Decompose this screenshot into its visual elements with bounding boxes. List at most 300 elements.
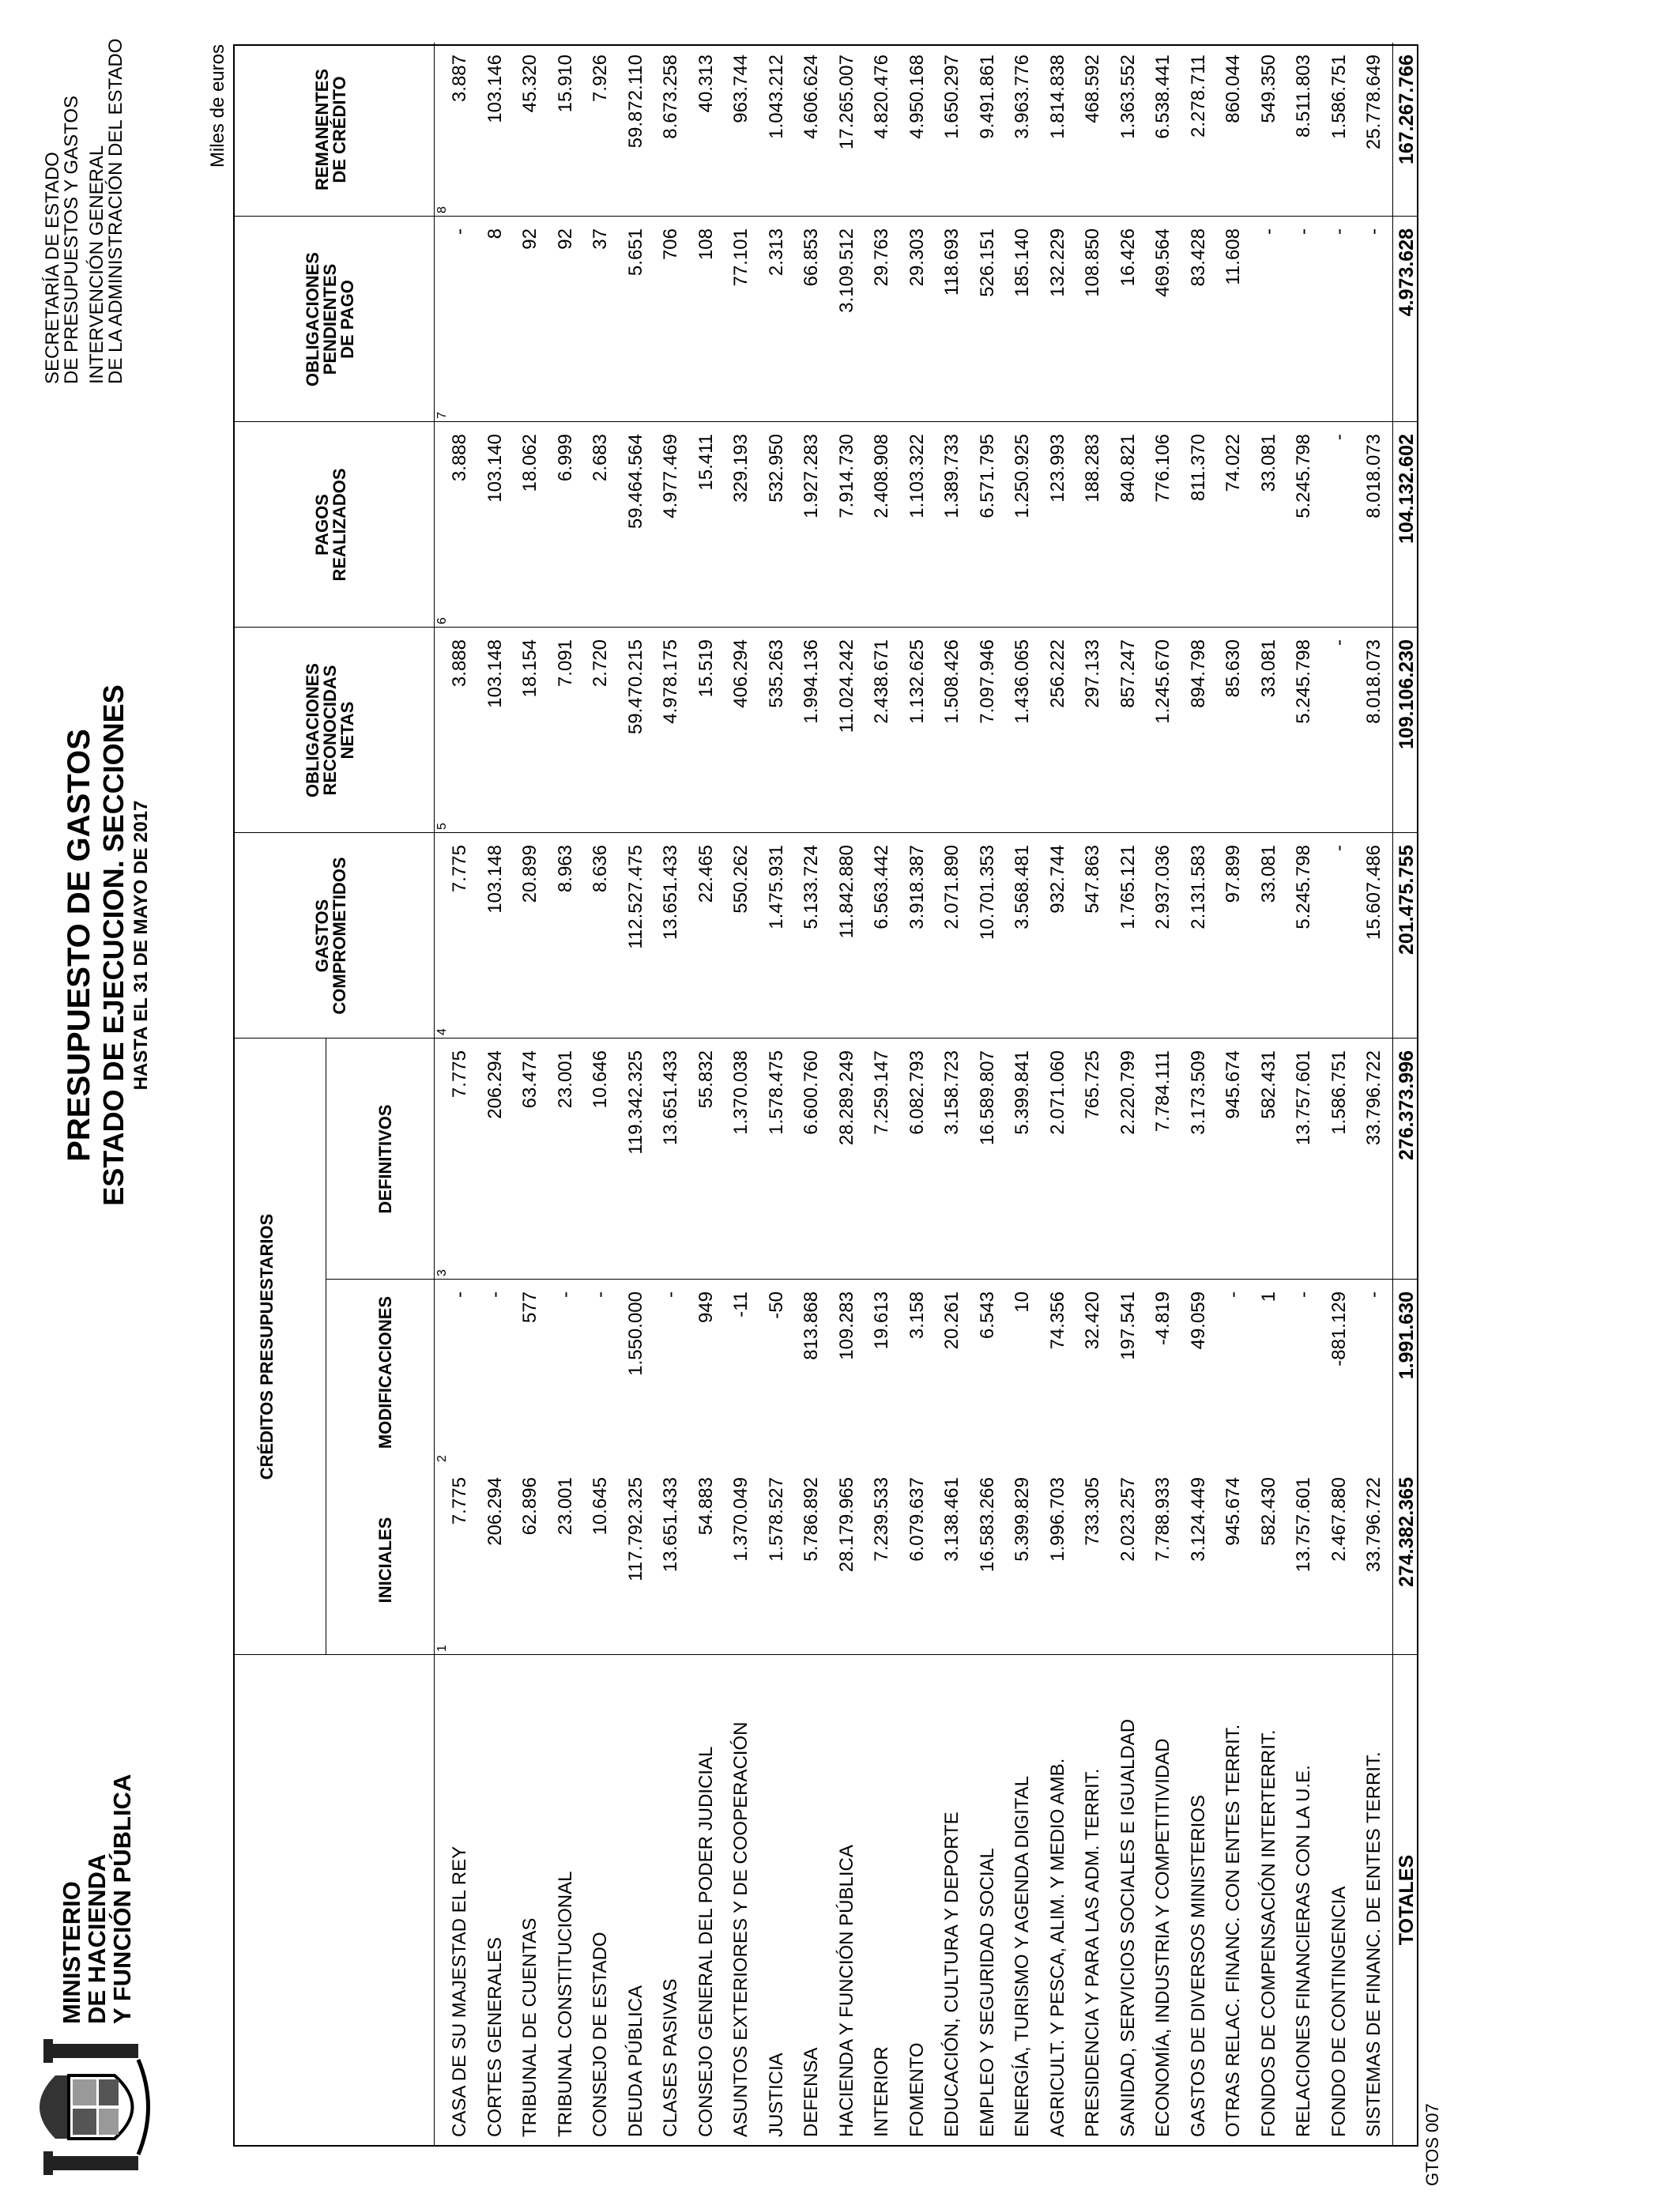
cell-pendientes: 3.109.512	[835, 228, 857, 313]
cell-remanentes: 3.887	[449, 55, 470, 103]
row-label: TRIBUNAL DE CUENTAS	[519, 1917, 541, 2137]
cell-remanentes: 103.146	[484, 55, 506, 123]
cell-remanentes: 963.744	[730, 55, 751, 123]
cell-remanentes: 15.910	[554, 55, 576, 113]
cell-obligaciones: 85.630	[1222, 639, 1244, 698]
ministry-line-2: DE HACIENDA	[83, 1853, 111, 2024]
cell-remanentes: 7.926	[590, 55, 611, 103]
cell-pagos: 5.245.798	[1293, 434, 1314, 518]
table-row	[793, 43, 829, 2145]
coat-of-arms-icon	[20, 2036, 158, 2178]
row-label: FONDOS DE COMPENSACIÓN INTERTERRIT.	[1257, 1729, 1279, 2137]
cell-comprometidos: 5.245.798	[1293, 845, 1314, 929]
header-modificaciones: MODIFICACIONES	[375, 1295, 395, 1449]
cell-definitivos: 55.832	[695, 1050, 717, 1109]
row-label: INTERIOR	[871, 2046, 892, 2137]
cell-pendientes: 92	[554, 228, 576, 250]
table-row	[899, 43, 935, 2145]
table-row	[759, 43, 794, 2145]
cell-pendientes: 469.564	[1152, 228, 1173, 297]
cell-iniciales: 1.996.703	[1046, 1477, 1068, 1562]
table-row	[1251, 43, 1286, 2145]
cell-modificaciones: 10	[1011, 1291, 1033, 1313]
row-label: AGRICULT. Y PESCA, ALIM. Y MEDIO AMB.	[1046, 1758, 1068, 2137]
cell-pendientes: 16.426	[1117, 228, 1139, 287]
total-iniciales: 274.382.365	[1396, 1477, 1418, 1588]
cell-modificaciones: -	[590, 1291, 611, 1298]
title-line-1: PRESUPUESTO DE GASTOS	[62, 729, 96, 1162]
table-row	[723, 43, 759, 2145]
cell-comprometidos: 33.081	[1257, 845, 1279, 903]
table-row	[1286, 43, 1321, 2145]
cell-definitivos: 63.474	[519, 1050, 541, 1109]
cell-pagos: 123.993	[1046, 434, 1068, 503]
cell-pagos: 4.977.469	[660, 434, 681, 518]
cell-definitivos: 945.674	[1222, 1050, 1244, 1119]
cell-pagos: 103.140	[484, 434, 506, 503]
cell-pagos: 1.927.283	[800, 434, 822, 518]
cell-pendientes: -	[449, 228, 470, 235]
cell-definitivos: 7.784.111	[1152, 1050, 1173, 1133]
cell-comprometidos: 13.651.433	[660, 845, 681, 941]
table-row	[442, 43, 477, 2145]
cell-remanentes: 4.606.624	[800, 55, 822, 139]
row-label: ENERGÍA, TURISMO Y AGENDA DIGITAL	[1011, 1775, 1033, 2137]
cell-iniciales: 1.578.527	[765, 1477, 787, 1562]
cell-comprometidos: 550.262	[730, 845, 751, 914]
header-remanentes: REMANENTES DE CRÉDITO	[312, 69, 349, 191]
cell-pagos: -	[1328, 434, 1350, 440]
cell-comprometidos: 1.765.121	[1117, 845, 1139, 929]
cell-pagos: 776.106	[1152, 434, 1173, 503]
cell-pagos: 33.081	[1257, 434, 1279, 492]
cell-obligaciones: 894.798	[1187, 639, 1209, 708]
cell-definitivos: 16.589.807	[976, 1050, 998, 1146]
cell-iniciales: 1.370.049	[730, 1477, 751, 1562]
column-number: 3	[435, 1269, 449, 1276]
table-row	[548, 43, 583, 2145]
cell-pagos: 8.018.073	[1363, 434, 1384, 518]
cell-modificaciones: 813.868	[800, 1291, 822, 1360]
cell-obligaciones: 1.436.065	[1011, 639, 1033, 724]
cell-pagos: 1.389.733	[941, 434, 962, 518]
unit-note: Miles de euros	[207, 44, 228, 168]
cell-remanentes: 25.778.649	[1363, 55, 1384, 150]
column-number: 7	[435, 412, 449, 419]
cell-modificaciones: -	[554, 1291, 576, 1298]
cell-iniciales: 13.757.601	[1293, 1477, 1314, 1573]
cell-comprometidos: 7.775	[449, 845, 470, 893]
cell-iniciales: 10.645	[590, 1477, 611, 1536]
cell-modificaciones: 32.420	[1082, 1291, 1103, 1350]
cell-modificaciones: -	[484, 1291, 506, 1298]
cell-obligaciones: 1.508.426	[941, 639, 962, 724]
total-comprometidos: 201.475.755	[1396, 845, 1418, 956]
cell-modificaciones: 1.550.000	[624, 1291, 646, 1376]
totals-row	[1393, 43, 1420, 2145]
cell-obligaciones: 1.994.136	[800, 639, 822, 724]
cell-modificaciones: 577	[519, 1291, 541, 1324]
total-obligaciones: 109.106.230	[1396, 639, 1418, 750]
row-label: HACIENDA Y FUNCIÓN PÚBLICA	[835, 1845, 857, 2137]
cell-comprometidos: 2.131.583	[1187, 845, 1209, 929]
table-row	[688, 43, 724, 2145]
cell-modificaciones: -4.819	[1152, 1291, 1173, 1346]
column-number: 5	[435, 823, 449, 830]
row-label: FOMENTO	[906, 2042, 928, 2137]
cell-definitivos: 7.259.147	[871, 1050, 892, 1135]
cell-definitivos: 13.651.433	[660, 1050, 681, 1146]
cell-pagos: 6.571.795	[976, 434, 998, 518]
cell-comprometidos: 112.527.475	[624, 845, 646, 949]
cell-pendientes: 37	[590, 228, 611, 250]
cell-obligaciones: 7.097.946	[976, 639, 998, 724]
cell-definitivos: 6.082.793	[906, 1050, 928, 1135]
header-obligaciones-pendientes: OBLIGACIONES PENDIENTES DE PAGO	[303, 252, 357, 386]
row-label: CORTES GENERALES	[484, 1937, 506, 2137]
cell-definitivos: 6.600.760	[800, 1050, 822, 1135]
cell-comprometidos: -	[1328, 845, 1350, 851]
cell-comprometidos: 22.465	[695, 845, 717, 903]
cell-remanentes: 45.320	[519, 55, 541, 113]
cell-obligaciones: 297.133	[1082, 639, 1103, 708]
row-label: GASTOS DE DIVERSOS MINISTERIOS	[1187, 1795, 1209, 2137]
cell-obligaciones: 2.720	[590, 639, 611, 688]
cell-pagos: 18.062	[519, 434, 541, 492]
cell-pendientes: 108	[695, 228, 717, 261]
cell-iniciales: 33.796.722	[1363, 1477, 1384, 1573]
cell-pendientes: 66.853	[800, 228, 822, 287]
cell-definitivos: 10.646	[590, 1050, 611, 1109]
cell-iniciales: 54.883	[695, 1477, 717, 1536]
cell-iniciales: 2.023.257	[1117, 1477, 1139, 1562]
row-label: SISTEMAS DE FINANC. DE ENTES TERRIT.	[1363, 1751, 1384, 2137]
cell-comprometidos: 6.563.442	[871, 845, 892, 929]
cell-remanentes: 8.511.803	[1293, 55, 1314, 138]
row-label: EMPLEO Y SEGURIDAD SOCIAL	[976, 1848, 998, 2137]
cell-pendientes: 83.428	[1187, 228, 1209, 287]
cell-remanentes: 1.650.297	[941, 55, 962, 139]
cell-obligaciones: 3.888	[449, 639, 470, 688]
table-row	[653, 43, 688, 2145]
table-row	[1110, 43, 1146, 2145]
cell-pendientes: 77.101	[730, 228, 751, 287]
cell-remanentes: 1.814.838	[1046, 55, 1068, 139]
row-label: RELACIONES FINANCIERAS CON LA U.E.	[1293, 1765, 1314, 2137]
cell-comprometidos: 3.918.387	[906, 845, 928, 929]
cell-comprometidos: 2.071.890	[941, 845, 962, 929]
cell-remanentes: 59.872.110	[624, 55, 646, 149]
cell-obligaciones: -	[1328, 639, 1350, 646]
header-iniciales: INICIALES	[375, 1517, 395, 1604]
cell-definitivos: 5.399.841	[1011, 1050, 1033, 1135]
cell-pagos: 7.914.730	[835, 434, 857, 518]
total-modificaciones: 1.991.630	[1396, 1291, 1418, 1380]
table-row	[512, 43, 548, 2145]
ministry-line-1: MINISTERIO	[58, 1881, 85, 2024]
cell-definitivos: 206.294	[484, 1050, 506, 1119]
cell-comprometidos: 10.701.353	[976, 845, 998, 941]
row-label: CLASES PASIVAS	[660, 1978, 681, 2137]
cell-iniciales: 6.079.637	[906, 1477, 928, 1562]
cell-iniciales: 16.583.266	[976, 1477, 998, 1573]
total-pendientes: 4.973.628	[1396, 228, 1418, 317]
cell-pagos: 2.683	[590, 434, 611, 482]
cell-pendientes: 108.850	[1082, 228, 1103, 297]
table-row	[582, 43, 618, 2145]
cell-iniciales: 62.896	[519, 1477, 541, 1536]
cell-comprometidos: 5.133.724	[800, 845, 822, 929]
cell-definitivos: 3.158.723	[941, 1050, 962, 1135]
cell-pagos: 59.464.564	[624, 434, 646, 530]
cell-iniciales: 7.775	[449, 1477, 470, 1525]
row-label: DEUDA PÚBLICA	[624, 1985, 646, 2137]
cell-iniciales: 733.305	[1082, 1477, 1103, 1546]
title-line-2: ESTADO DE EJECUCION. SECCIONES	[97, 684, 130, 1206]
row-label: CONSEJO GENERAL DEL PODER JUDICIAL	[695, 1746, 717, 2137]
cell-comprometidos: 547.863	[1082, 845, 1103, 914]
cell-pendientes: 11.608	[1222, 228, 1244, 285]
cell-iniciales: 7.239.533	[871, 1477, 892, 1562]
table-row	[934, 43, 970, 2145]
cell-pendientes: -	[1293, 228, 1314, 235]
ministry-name	[59, 1774, 135, 2024]
issuer-block	[43, 39, 126, 384]
cell-iniciales: 5.399.829	[1011, 1477, 1033, 1562]
cell-remanentes: 1.043.212	[765, 55, 787, 139]
cell-iniciales: 28.179.965	[835, 1477, 857, 1573]
table-row	[1004, 43, 1040, 2145]
cell-definitivos: 3.173.509	[1187, 1050, 1209, 1135]
cell-modificaciones: -	[449, 1291, 470, 1298]
cell-definitivos: 765.725	[1082, 1050, 1103, 1119]
cell-definitivos: 1.586.751	[1328, 1050, 1350, 1135]
cell-obligaciones: 18.154	[519, 639, 541, 698]
secretariat-line-2: DE PRESUPUESTOS Y GASTOS	[61, 95, 82, 384]
cell-obligaciones: 535.263	[765, 639, 787, 708]
cell-remanentes: 1.586.751	[1328, 55, 1350, 139]
cell-obligaciones: 103.148	[484, 639, 506, 708]
cell-iniciales: 206.294	[484, 1477, 506, 1546]
cell-iniciales: 13.651.433	[660, 1477, 681, 1573]
cell-definitivos: 582.431	[1257, 1050, 1279, 1119]
header-pagos-realizados: PAGOS REALIZADOS	[312, 468, 349, 582]
table-row	[1145, 43, 1181, 2145]
row-label: SANIDAD, SERVICIOS SOCIALES E IGUALDAD	[1117, 1718, 1139, 2137]
cell-pagos: 3.888	[449, 434, 470, 482]
row-label: PRESIDENCIA Y PARA LAS ADM. TERRIT.	[1082, 1768, 1103, 2137]
row-label: ASUNTOS EXTERIORES Y DE COOPERACIÓN	[730, 1721, 751, 2137]
cell-obligaciones: 1.132.625	[906, 639, 928, 724]
row-label: OTRAS RELAC. FINANC. CON ENTES TERRIT.	[1222, 1724, 1244, 2137]
table-row	[1215, 43, 1251, 2145]
cell-obligaciones: 11.024.242	[835, 639, 857, 733]
cell-iniciales: 945.674	[1222, 1477, 1244, 1546]
column-number: 1	[435, 1645, 449, 1652]
cell-iniciales: 3.138.461	[941, 1477, 962, 1562]
cell-modificaciones: -	[1363, 1291, 1384, 1298]
cell-modificaciones: 20.261	[941, 1291, 962, 1350]
table-row	[1075, 43, 1110, 2145]
cell-pendientes: 2.313	[765, 228, 787, 277]
total-remanentes: 167.267.766	[1396, 55, 1418, 165]
total-definitivos: 276.373.996	[1396, 1050, 1418, 1161]
cell-modificaciones: 949	[695, 1291, 717, 1324]
table-row	[864, 43, 899, 2145]
table-row	[618, 43, 654, 2145]
cell-remanentes: 860.044	[1222, 55, 1244, 123]
cell-pendientes: 92	[519, 228, 541, 250]
cell-iniciales: 23.001	[554, 1477, 576, 1536]
cell-remanentes: 549.350	[1257, 55, 1279, 123]
table-row	[477, 43, 513, 2145]
cell-obligaciones: 406.294	[730, 639, 751, 708]
cell-obligaciones: 857.247	[1117, 639, 1139, 708]
cell-obligaciones: 59.470.215	[624, 639, 646, 735]
cell-remanentes: 468.592	[1082, 55, 1103, 123]
cell-definitivos: 119.342.325	[624, 1050, 646, 1155]
cell-modificaciones: 74.356	[1046, 1291, 1068, 1350]
cell-modificaciones: -11	[730, 1291, 751, 1318]
column-number: 2	[435, 1455, 449, 1462]
cell-comprometidos: 20.899	[519, 845, 541, 903]
cell-comprometidos: 8.636	[590, 845, 611, 893]
cell-pendientes: -	[1328, 228, 1350, 235]
cell-remanentes: 9.491.861	[976, 55, 998, 139]
cell-comprometidos: 932.744	[1046, 845, 1068, 914]
cell-obligaciones: 2.438.671	[871, 639, 892, 724]
cell-remanentes: 8.673.258	[660, 55, 681, 139]
cell-pendientes: 29.763	[871, 228, 892, 287]
cell-definitivos: 2.071.060	[1046, 1050, 1068, 1135]
header-obligaciones-reconocidas: OBLIGACIONES RECONOCIDAS NETAS	[303, 663, 357, 797]
cell-definitivos: 2.220.799	[1117, 1050, 1139, 1135]
cell-modificaciones: 3.158	[906, 1291, 928, 1340]
cell-pagos: 811.370	[1187, 434, 1209, 501]
ministry-line-3: Y FUNCIÓN PÚBLICA	[108, 1774, 136, 2024]
cell-remanentes: 40.313	[695, 55, 717, 113]
cell-modificaciones: 109.283	[835, 1291, 857, 1360]
cell-remanentes: 2.278.711	[1187, 55, 1209, 138]
cell-iniciales: 117.792.325	[624, 1477, 646, 1581]
table-row	[829, 43, 864, 2145]
cell-modificaciones: 6.543	[976, 1291, 998, 1340]
cell-modificaciones: -881.129	[1328, 1291, 1350, 1367]
cell-modificaciones: -50	[765, 1291, 787, 1319]
row-label: JUSTICIA	[765, 2053, 787, 2137]
header-creditos-presupuestarios: CRÉDITOS PRESUPUESTARIOS	[257, 1213, 277, 1480]
table-row	[970, 43, 1005, 2145]
cell-pendientes: 5.651	[624, 228, 646, 277]
cell-comprometidos: 3.568.481	[1011, 845, 1033, 929]
cell-modificaciones: 197.541	[1117, 1291, 1139, 1360]
row-label: ECONOMÍA, INDUSTRIA Y COMPETITIVIDAD	[1152, 1738, 1173, 2137]
cell-definitivos: 23.001	[554, 1050, 576, 1109]
cell-obligaciones: 7.091	[554, 639, 576, 688]
cell-pagos: 74.022	[1222, 434, 1244, 492]
totals-label: TOTALES	[1396, 1854, 1418, 1946]
form-code: GTOS 007	[1422, 2103, 1442, 2186]
cell-remanentes: 4.820.476	[871, 55, 892, 139]
cell-comprometidos: 2.937.036	[1152, 845, 1173, 929]
cell-remanentes: 3.963.776	[1011, 55, 1033, 139]
cell-pendientes: -	[1257, 228, 1279, 235]
cell-pendientes: 118.693	[941, 228, 962, 296]
intervention-line-2: DE LA ADMINISTRACIÓN DEL ESTADO	[105, 38, 126, 384]
cell-pendientes: 526.151	[976, 228, 998, 297]
cell-definitivos: 1.370.038	[730, 1050, 751, 1135]
cell-remanentes: 6.538.441	[1152, 55, 1173, 139]
cell-iniciales: 2.467.880	[1328, 1477, 1350, 1562]
page-title	[62, 550, 153, 1340]
cell-remanentes: 17.265.007	[835, 55, 857, 150]
cell-modificaciones: -	[660, 1291, 681, 1298]
cell-obligaciones: 1.245.670	[1152, 639, 1173, 724]
table-row	[1181, 43, 1216, 2145]
column-number: 8	[435, 206, 449, 213]
budget-table	[233, 44, 1418, 2147]
table-row	[1356, 43, 1392, 2145]
cell-pagos: 2.408.908	[871, 434, 892, 518]
cell-comprometidos: 1.475.931	[765, 845, 787, 929]
secretariat-line-1: SECRETARÍA DE ESTADO	[42, 152, 63, 384]
intervention-line-1: INTERVENCIÓN GENERAL	[86, 145, 107, 384]
row-label: CONSEJO DE ESTADO	[590, 1932, 611, 2137]
cell-pendientes: 706	[660, 228, 681, 261]
column-number: 4	[435, 1028, 449, 1035]
cell-obligaciones: 8.018.073	[1363, 639, 1384, 724]
cell-modificaciones: 19.613	[871, 1291, 892, 1350]
cell-definitivos: 33.796.722	[1363, 1050, 1384, 1146]
cell-pagos: 1.103.322	[906, 434, 928, 518]
cell-pagos: 188.283	[1082, 434, 1103, 503]
cell-pagos: 840.821	[1117, 434, 1139, 503]
cell-modificaciones: 49.059	[1187, 1291, 1209, 1350]
table-row	[1321, 43, 1357, 2145]
cell-pendientes: 185.140	[1011, 228, 1033, 297]
cell-obligaciones: 15.519	[695, 639, 717, 698]
cell-pagos: 532.950	[765, 434, 787, 503]
cell-pagos: 329.193	[730, 434, 751, 503]
cell-comprometidos: 11.842.880	[835, 845, 857, 939]
cell-iniciales: 5.786.892	[800, 1477, 822, 1562]
cell-remanentes: 4.950.168	[906, 55, 928, 139]
cell-comprometidos: 103.148	[484, 845, 506, 914]
cell-obligaciones: 256.222	[1046, 639, 1068, 708]
title-line-3: HASTA EL 31 DE MAYO DE 2017	[130, 800, 152, 1091]
cell-definitivos: 7.775	[449, 1050, 470, 1099]
cell-definitivos: 1.578.475	[765, 1050, 787, 1135]
cell-iniciales: 3.124.449	[1187, 1477, 1209, 1562]
row-label: DEFENSA	[800, 2047, 822, 2137]
cell-pagos: 15.411	[695, 434, 717, 491]
total-pagos: 104.132.602	[1396, 434, 1418, 545]
header-gastos-comprometidos: GASTOS COMPROMETIDOS	[312, 857, 349, 1015]
cell-modificaciones: -	[1293, 1291, 1314, 1298]
cell-obligaciones: 33.081	[1257, 639, 1279, 698]
cell-pendientes: 29.303	[906, 228, 928, 287]
cell-pendientes: 132.229	[1046, 228, 1068, 297]
cell-comprometidos: 15.607.486	[1363, 845, 1384, 941]
cell-obligaciones: 4.978.175	[660, 639, 681, 724]
row-label: FONDO DE CONTINGENCIA	[1328, 1886, 1350, 2137]
cell-pagos: 6.999	[554, 434, 576, 482]
cell-pendientes: 8	[484, 228, 506, 239]
cell-modificaciones: -	[1222, 1291, 1244, 1298]
row-label: CASA DE SU MAJESTAD EL REY	[449, 1845, 470, 2137]
cell-modificaciones: 1	[1257, 1291, 1279, 1302]
cell-iniciales: 7.788.933	[1152, 1477, 1173, 1562]
